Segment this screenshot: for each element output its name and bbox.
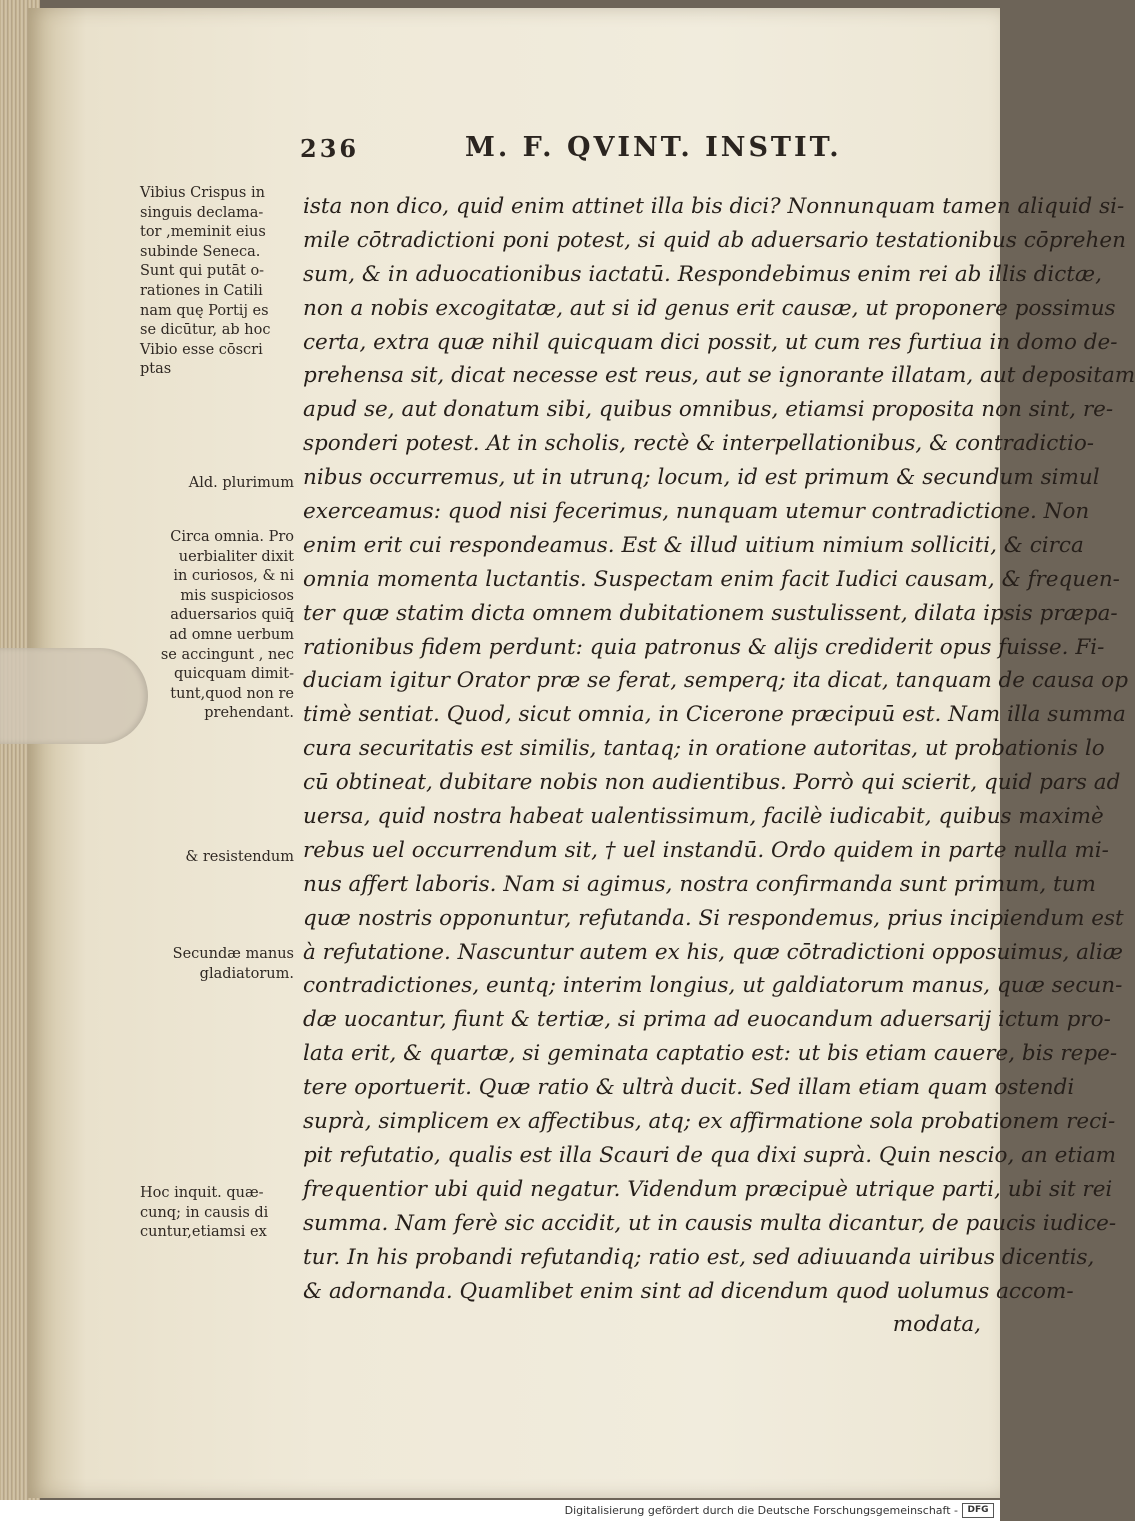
margin-note-line: ptas: [140, 361, 172, 378]
margin-note-resistendum: [140, 848, 294, 868]
text-line: uersa, quid nostra habeat ualentissimum, facilè iudicabit, quibus maximè: [303, 804, 1104, 830]
text-line: duciam igitur Orator præ se ferat, semperq; ita dicat, tanquam de causa op: [303, 668, 1128, 694]
margin-note-line: mis suspiciosos: [180, 587, 294, 604]
scanner-thumb: [0, 648, 148, 744]
margin-note-line: nam quę Portij es: [140, 302, 269, 319]
margin-note-hoc: [140, 1184, 294, 1243]
margin-note-line: cuntur,etiamsi ex: [140, 1224, 267, 1241]
text-line: cū obtineat, dubitare nobis non audientibus. Porrò qui scierit, quid pars ad: [303, 770, 1121, 796]
margin-note-line: se accingunt , nec: [160, 646, 294, 663]
margin-note-line: se dicūtur, ab hoc: [140, 322, 271, 339]
margin-note-line: ad omne uerbum: [169, 626, 294, 643]
text-line: prehensa sit, dicat necesse est reus, aut se ignorante illatam, aut depositam: [303, 363, 1135, 389]
margin-note-line: quicquam dimit-: [173, 666, 294, 683]
text-line: non a nobis excogitatæ, aut si id genus erit causæ, ut proponere possimus: [303, 295, 1116, 321]
dfg-logo-icon: DFG: [962, 1503, 994, 1518]
text-line: ter quæ statim dicta omnem dubitationem sustulissent, dilata ipsis præpa-: [303, 600, 1118, 626]
margin-note-line: Sunt qui putāt o-: [140, 263, 265, 280]
margin-note-line: Hoc inquit. quæ-: [140, 1185, 264, 1201]
running-title: M. F. QVINT. INSTIT.: [465, 132, 842, 163]
text-line: ista non dico, quid enim attinet illa bis dici? Nonnunquam tamen aliquid si-: [303, 194, 1125, 219]
running-head: [300, 132, 900, 172]
margin-note-line: prehendant.: [204, 705, 294, 722]
text-line: certa, extra quæ nihil quicquam dici possit, ut cum res furtiua in domo de-: [303, 329, 1118, 355]
text-line: nus affert laboris. Nam si agimus, nostra confirmanda sunt primum, tum: [303, 871, 1096, 897]
margin-note-vibius: [140, 184, 294, 380]
margin-note-line: subinde Seneca.: [140, 243, 261, 260]
margin-note-line: cunq; in causis di: [140, 1204, 269, 1221]
text-line: timè sentiat. Quod, sicut omnia, in Cicerone præcipuū est. Nam illa summa: [303, 702, 1126, 728]
margin-note-line: tor ,meminit eius: [140, 224, 266, 241]
text-line: rebus uel occurrendum sit, † uel instandū. Ordo quidem in parte nulla mi-: [303, 837, 1109, 863]
text-line: apud se, aut donatum sibi, quibus omnibus, etiamsi proposita non sint, re-: [303, 397, 1114, 423]
margin-note-line: rationes in Catili: [140, 282, 263, 299]
margin-note-line: Secundæ manus: [172, 946, 294, 962]
margin-note-ald: [140, 474, 294, 494]
text-line: contradictiones, euntq; interim longius, ut galdiatorum manus, quæ secun-: [303, 973, 1123, 999]
text-line: enim erit cui respondeamus. Est & illud uitium nimium solliciti, & circa: [303, 532, 1084, 558]
text-line: omnia momenta luctantis. Suspectam enim facit Iudici causam, & frequen-: [303, 566, 1120, 592]
margin-note-line: singuis declama-: [140, 204, 264, 221]
margin-note-line: tunt,quod non re: [170, 685, 294, 702]
text-line: summa. Nam ferè sic accidit, ut in causis multa dicantur, de paucis iudice-: [303, 1210, 1117, 1236]
margin-note-line: & resistendum: [185, 849, 294, 865]
digitization-footer: [0, 1500, 1000, 1521]
dfg-credit: Digitalisierung gefördert durch die Deutsche Forschungsgemeinschaft -: [564, 1504, 958, 1517]
text-line: dæ uocantur, fiunt & tertiæ, si prima ad euocandum aduersarij ictum pro-: [303, 1007, 1111, 1033]
margin-note-circa: [140, 528, 294, 724]
margin-note-line: in curiosos, & ni: [173, 568, 294, 585]
margin-note-line: Vibius Crispus in: [140, 185, 265, 201]
text-line: tur. In his probandi refutandiq; ratio est, sed adiuuanda uiribus dicentis,: [303, 1244, 1095, 1270]
margin-note-line: uerbialiter dixit: [178, 548, 294, 565]
text-line-catchword: modata,: [892, 1312, 981, 1338]
text-line: cura securitatis est similis, tantaq; in oratione autoritas, ut probationis lo: [303, 736, 1105, 762]
text-line: pit refutatio, qualis est illa Scauri de qua dixi suprà. Quin nescio, an etiam: [303, 1142, 1117, 1168]
text-line: exerceamus: quod nisi fecerimus, nunquam utemur contradictione. Non: [303, 499, 1090, 525]
text-line: nibus occurremus, ut in utrunq; locum, id est primum & secundum simul: [303, 465, 1100, 491]
text-line: mile cōtradictioni poni potest, si quid ab aduersario testationibus cōprehen: [303, 227, 1126, 253]
page-number: 236: [300, 134, 360, 163]
text-line: lata erit, & quartæ, si geminata captatio est: ut bis etiam cauere, bis repe-: [303, 1041, 1118, 1067]
text-line: & adornanda. Quamlibet enim sint ad dicendum quod uolumus accom-: [303, 1278, 1074, 1304]
margin-note-line: Circa omnia. Pro: [170, 529, 294, 545]
text-line: suprà, simplicem ex affectibus, atq; ex affirmatione sola probationem reci-: [303, 1109, 1116, 1135]
text-line: sponderi potest. At in scholis, rectè & interpellationibus, & contradictio-: [303, 431, 1095, 457]
text-line: rationibus fidem perdunt: quia patronus & alijs crediderit opus fuisse. Fi-: [303, 634, 1105, 660]
text-line: quæ nostris opponuntur, refutanda. Si respondemus, prius incipiendum est: [303, 905, 1124, 931]
text-line: tere oportuerit. Quæ ratio & ultrà ducit. Sed illam etiam quam ostendi: [303, 1075, 1075, 1101]
margin-note-secundae: [140, 945, 294, 984]
text-line: sum, & in aduocationibus iactatū. Respondebimus enim rei ab illis dictæ,: [303, 261, 1102, 287]
main-text: [303, 190, 1135, 1342]
margin-note-line: Vibio esse cōscri: [140, 341, 263, 358]
text-line: frequentior ubi quid negatur. Videndum præcipuè utrique parti, ubi sit rei: [303, 1176, 1113, 1202]
margin-note-line: gladiatorum.: [199, 965, 294, 982]
margin-note-line: Ald. plurimum: [188, 475, 294, 491]
text-line: à refutatione. Nascuntur autem ex his, quæ cōtradictioni opposuimus, aliæ: [303, 939, 1123, 965]
margin-note-line: aduersarios quiq̄: [170, 607, 294, 624]
